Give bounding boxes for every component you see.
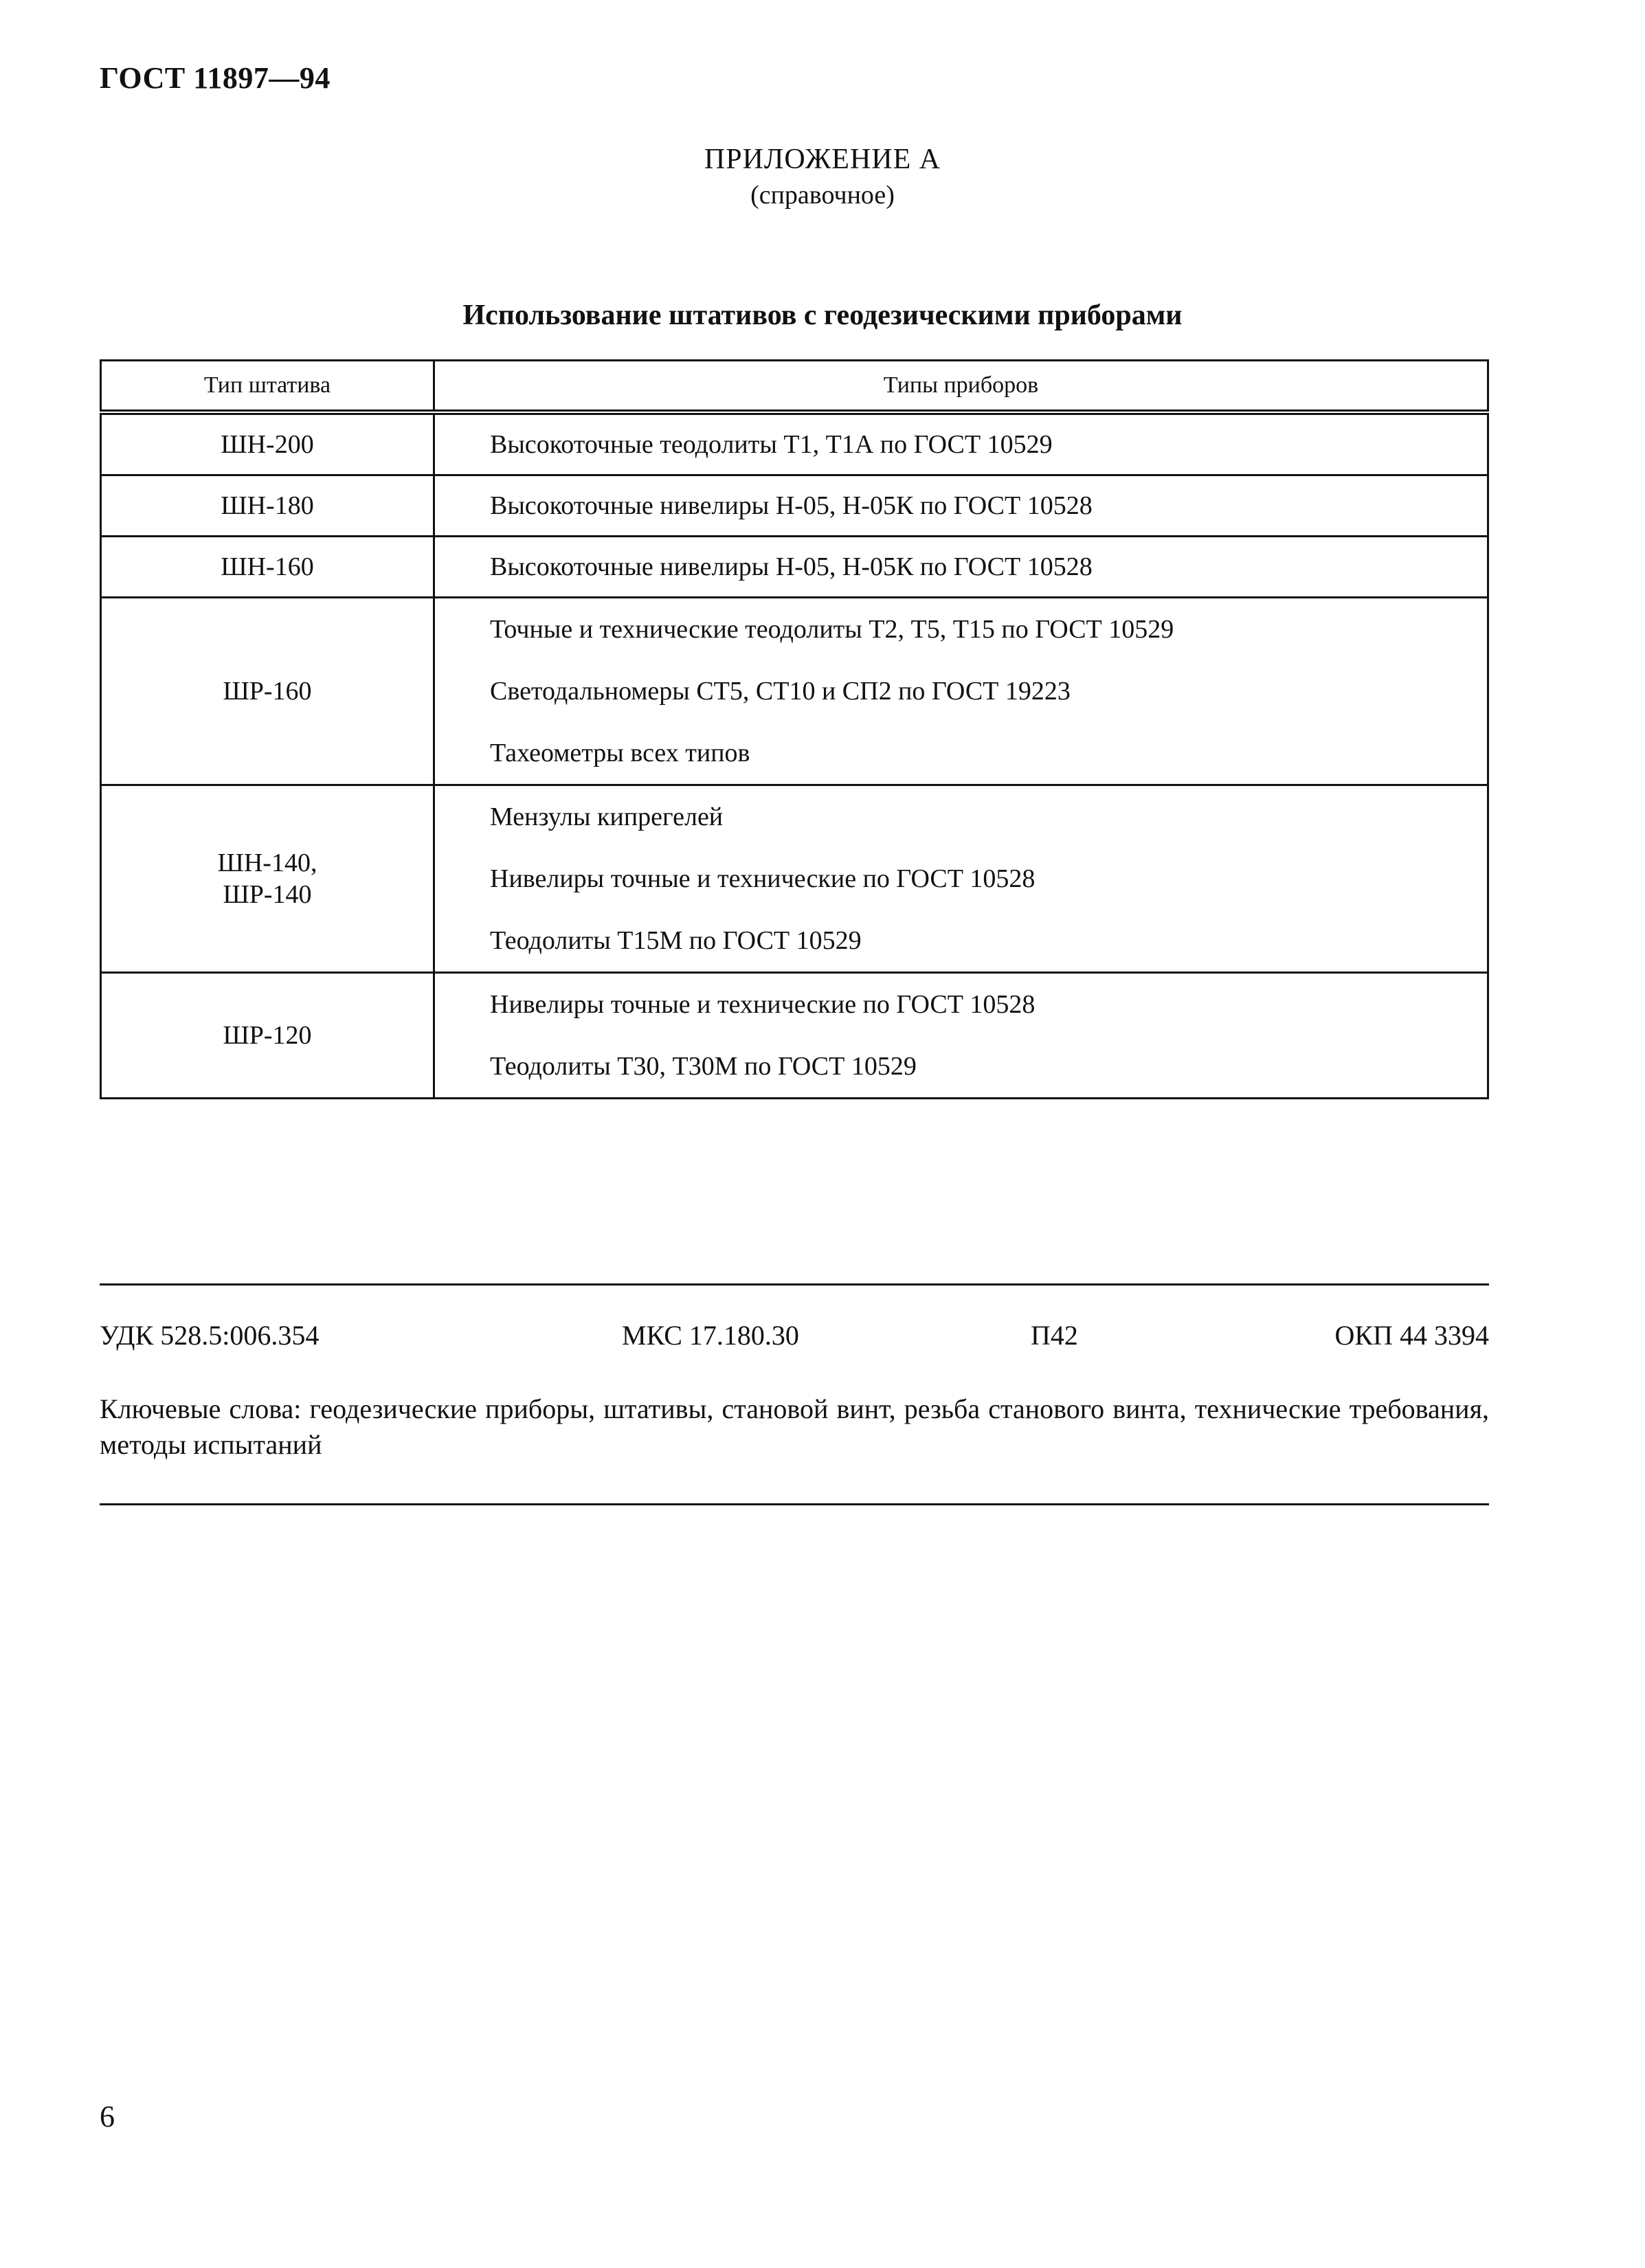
- instrument-types-cell: [434, 973, 1488, 1099]
- tripod-type: ШН-200: [221, 430, 314, 459]
- instrument-line: Теодолиты Т30, Т30М по ГОСТ 10529: [490, 1052, 917, 1081]
- tripod-type: ШР-160: [223, 677, 312, 706]
- divider-bottom: [100, 1503, 1489, 1505]
- instrument-line: Высокоточные нивелиры Н-05, Н-05К по ГОСТ 10528: [490, 552, 1093, 581]
- tripod-type-cell: [101, 973, 434, 1099]
- tripod-type: ШР-120: [223, 1021, 312, 1050]
- udk-code: УДК 528.5:006.354: [100, 1320, 320, 1351]
- table-row: [101, 598, 1488, 785]
- instrument-types-cell: [434, 412, 1488, 475]
- page-number: 6: [100, 2100, 115, 2133]
- group-code: П42: [1031, 1320, 1078, 1351]
- instrument-types-cell: [434, 598, 1488, 785]
- tripod-type: ШН-160: [221, 552, 314, 581]
- tripod-type: ШР-140: [223, 880, 312, 909]
- tripod-type: ШН-180: [221, 491, 314, 520]
- table-row: [101, 537, 1488, 598]
- tripod-type-cell: [101, 475, 434, 537]
- table-row: [101, 412, 1488, 475]
- table-row: [101, 475, 1488, 537]
- tripod-type-cell: [101, 598, 434, 785]
- instrument-line: Теодолиты Т15М по ГОСТ 10529: [490, 926, 862, 955]
- keywords: Ключевые слова: геодезические приборы, штативы, становой винт, резьба станового винта, технические требования, методы испытаний: [100, 1393, 1489, 1460]
- mks-code: МКС 17.180.30: [622, 1320, 799, 1351]
- table-header-row: [101, 361, 1488, 413]
- table-row: [101, 785, 1488, 973]
- instrument-line: Точные и технические теодолиты Т2, Т5, Т15 по ГОСТ 10529: [490, 615, 1174, 644]
- table-title: Использование штативов с геодезическими приборами: [462, 300, 1183, 331]
- appendix-title: ПРИЛОЖЕНИЕ А: [704, 144, 941, 175]
- tripod-type-cell: [101, 537, 434, 598]
- tripod-type-cell: [101, 412, 434, 475]
- document-code: ГОСТ 11897—94: [100, 61, 331, 95]
- instrument-line: Тахеометры всех типов: [490, 739, 750, 767]
- instrument-types-cell: [434, 785, 1488, 973]
- divider-top: [100, 1283, 1489, 1285]
- tripod-type-cell: [101, 785, 434, 973]
- instrument-line: Нивелиры точные и технические по ГОСТ 10528: [490, 864, 1036, 893]
- tripod-type: ШН-140,: [217, 849, 317, 877]
- instrument-types-cell: [434, 537, 1488, 598]
- instrument-line: Нивелиры точные и технические по ГОСТ 10528: [490, 990, 1036, 1019]
- column-header-tripod-type: Тип штатива: [101, 361, 434, 413]
- instrument-line: Мензулы кипрегелей: [490, 802, 724, 831]
- instrument-line: Светодальномеры СТ5, СТ10 и СП2 по ГОСТ 19223: [490, 677, 1071, 706]
- table-row: [101, 973, 1488, 1099]
- instrument-types-cell: [434, 475, 1488, 537]
- instrument-line: Высокоточные теодолиты Т1, Т1А по ГОСТ 10529: [490, 430, 1053, 459]
- tripod-usage-table: [100, 359, 1489, 1099]
- column-header-instrument-types: Типы приборов: [434, 361, 1488, 413]
- okp-code: ОКП 44 3394: [1334, 1320, 1489, 1351]
- appendix-subtitle: (справочное): [750, 181, 895, 210]
- instrument-line: Высокоточные нивелиры Н-05, Н-05К по ГОСТ 10528: [490, 491, 1093, 520]
